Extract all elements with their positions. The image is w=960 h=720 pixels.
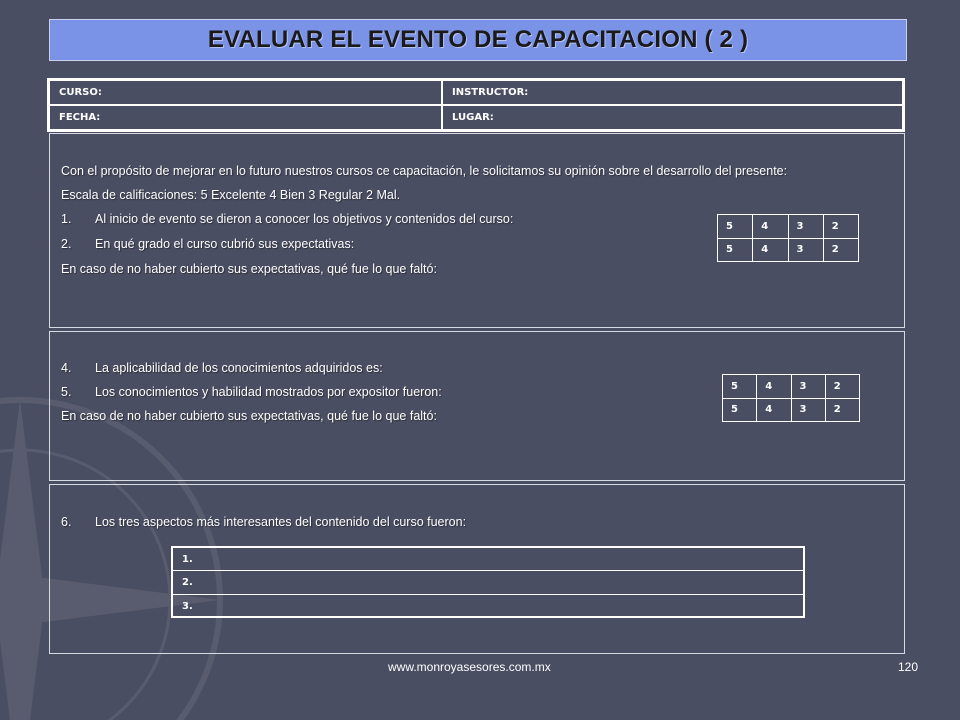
question-6-number: 6.	[61, 515, 72, 529]
question-4-number: 4.	[61, 361, 72, 375]
question-6-text: Los tres aspectos más interesantes del contenido del curso fueron:	[95, 515, 467, 529]
question-2-number: 2.	[61, 237, 72, 251]
rating-cell[interactable]: 5	[723, 375, 757, 399]
question-2-text: En qué grado el curso cubrió sus expectativas:	[95, 237, 355, 251]
intro-text: Con el propósito de mejorar en lo futuro nuestros cursos ce capacitación, le solicitamos su opinión sobre el desarrollo del presente:	[61, 164, 788, 178]
aspect-row-3[interactable]: 3.	[182, 600, 193, 612]
rating-row	[723, 398, 860, 422]
page-number: 120	[898, 660, 919, 674]
aspect-row-1[interactable]: 1.	[173, 548, 803, 571]
question-6	[61, 515, 466, 529]
rating-cell[interactable]: 2	[825, 375, 859, 399]
rating-row	[718, 238, 859, 262]
missing-expectations-text: En caso de no haber cubierto sus expectativas, qué fue lo que faltó:	[61, 262, 437, 276]
rating-cell[interactable]: 3	[788, 215, 823, 239]
rating-cell[interactable]: 3	[788, 238, 823, 262]
section-3-panel	[49, 484, 905, 654]
rating-cell[interactable]: 2	[823, 238, 858, 262]
section-1-panel	[49, 133, 905, 328]
page-title: EVALUAR EL EVENTO DE CAPACITACION ( 2 )	[207, 26, 749, 53]
question-1	[61, 212, 513, 226]
lugar-field[interactable]: LUGAR:	[442, 105, 903, 130]
rating-cell[interactable]: 5	[718, 215, 753, 239]
rating-cell[interactable]: 5	[718, 238, 753, 262]
title-banner	[49, 19, 907, 61]
rating-cell[interactable]: 5	[723, 398, 757, 422]
rating-cell[interactable]: 4	[757, 398, 791, 422]
curso-field[interactable]: CURSO:	[49, 80, 442, 105]
missing-expectations-text: En caso de no haber cubierto sus expectativas, qué fue lo que faltó:	[61, 409, 437, 423]
rating-cell[interactable]: 2	[825, 398, 859, 422]
question-5-text: Los conocimientos y habilidad mostrados por expositor fueron:	[95, 385, 442, 399]
rating-cell[interactable]: 4	[757, 375, 791, 399]
rating-cell[interactable]: 4	[753, 238, 788, 262]
rating-table-2	[722, 374, 860, 422]
aspect-row-2[interactable]: 2.	[173, 571, 803, 594]
rating-scale-text: Escala de calificaciones: 5 Excelente 4 Bien 3 Regular 2 Mal.	[61, 188, 401, 202]
rating-cell[interactable]: 2	[823, 215, 858, 239]
rating-cell[interactable]: 3	[791, 398, 825, 422]
instructor-field[interactable]: INSTRUCTOR:	[442, 80, 903, 105]
rating-row	[723, 375, 860, 399]
question-5-number: 5.	[61, 385, 72, 399]
section-2-panel	[49, 331, 905, 481]
footer-url: www.monroyasesores.com.mx	[388, 660, 551, 674]
rating-table-1	[717, 214, 859, 262]
question-1-number: 1.	[61, 212, 72, 226]
rating-cell[interactable]: 4	[753, 215, 788, 239]
question-1-text: Al inicio de evento se dieron a conocer los objetivos y contenidos del curso:	[95, 212, 514, 226]
question-4	[61, 361, 383, 375]
question-2	[61, 237, 354, 251]
info-table	[47, 78, 905, 132]
rating-cell[interactable]: 3	[791, 375, 825, 399]
fecha-field[interactable]: FECHA:	[49, 105, 442, 130]
question-4-text: La aplicabilidad de los conocimientos adquiridos es:	[95, 361, 383, 375]
rating-row	[718, 215, 859, 239]
question-5	[61, 385, 442, 399]
aspects-table	[171, 546, 805, 618]
